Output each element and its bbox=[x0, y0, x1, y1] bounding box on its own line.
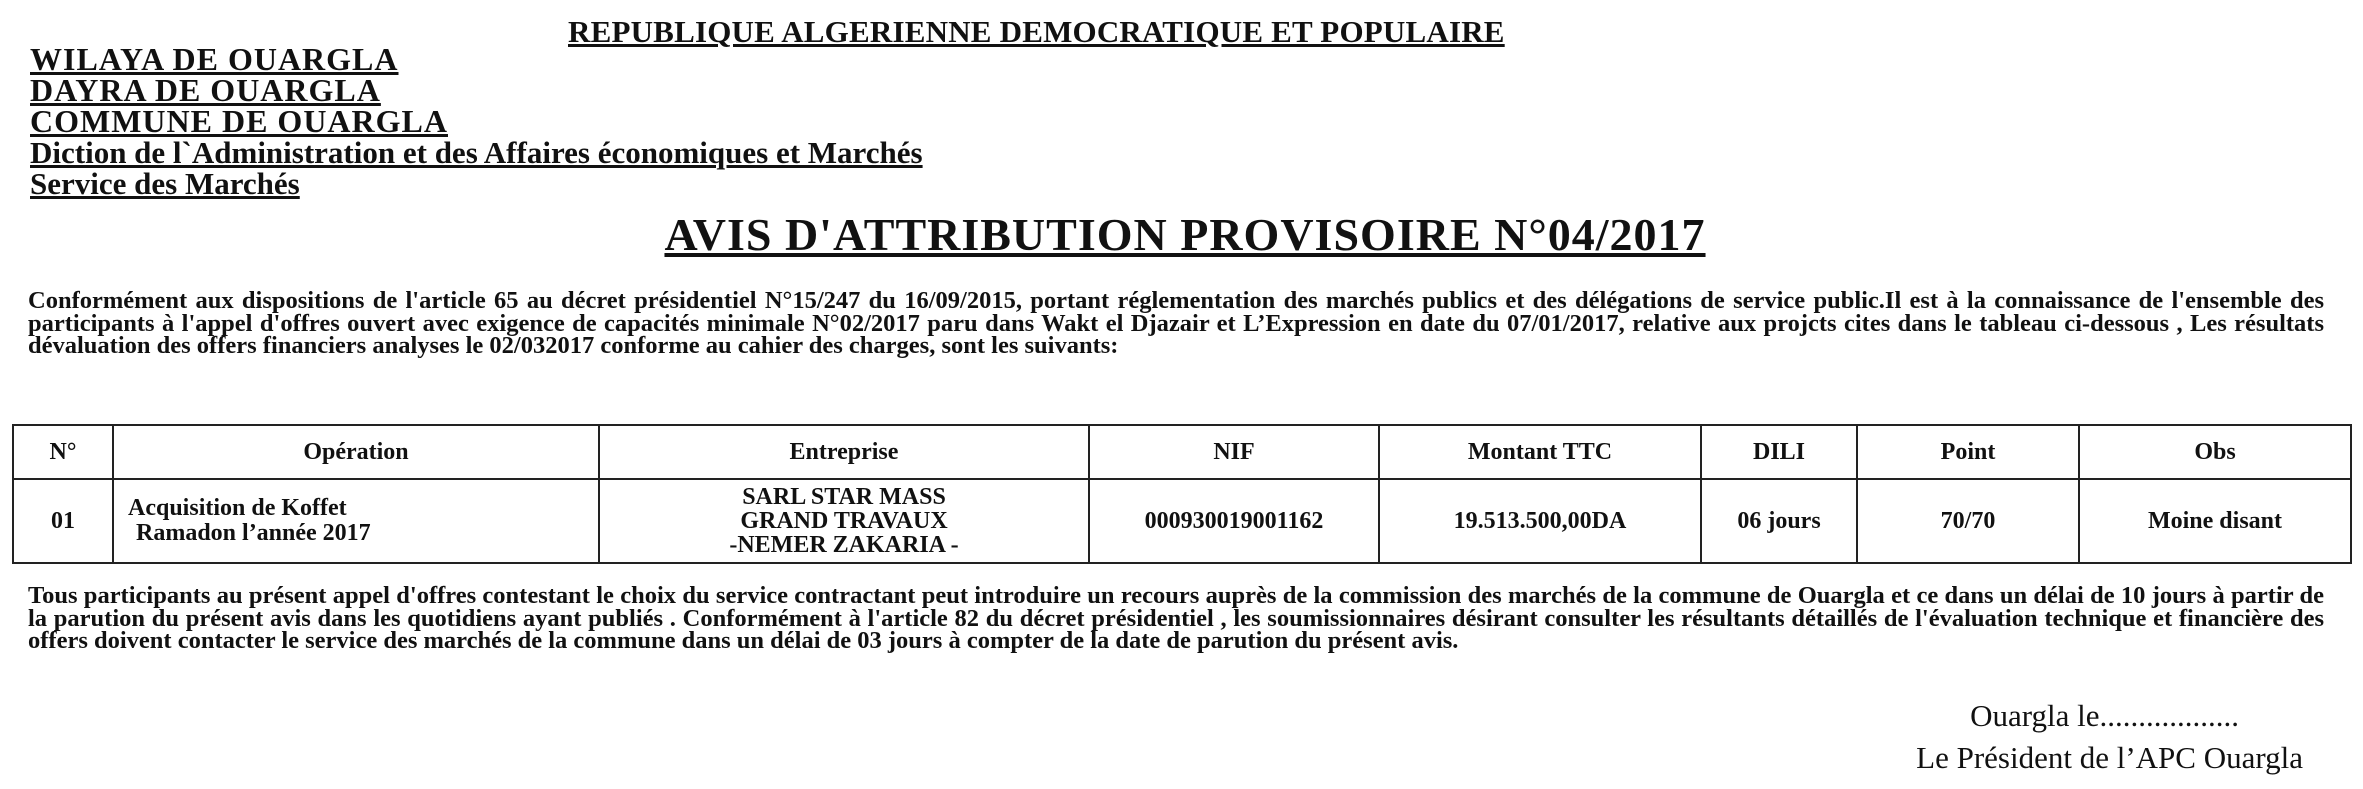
header-num: N° bbox=[13, 425, 113, 479]
cell-point: 70/70 bbox=[1857, 479, 2079, 563]
cell-operation bbox=[113, 479, 599, 563]
header-dili: DILI bbox=[1701, 425, 1857, 479]
operation-line: Acquisition de Koffet bbox=[128, 495, 347, 521]
header-nif: NIF bbox=[1089, 425, 1379, 479]
entreprise-line: GRAND TRAVAUX bbox=[740, 508, 948, 534]
dayra-line: DAYRA DE OUARGLA bbox=[30, 72, 381, 108]
cell-dili: 06 jours bbox=[1701, 479, 1857, 563]
cell-num: 01 bbox=[13, 479, 113, 563]
header-point: Point bbox=[1857, 425, 2079, 479]
cell-entreprise bbox=[599, 479, 1089, 563]
closing-paragraph: Tous participants au présent appel d'offres contestant le choix du service contractant peut introduire un recours auprès de la commission des marchés de la commune de Ouargla et ce dans un délai de 10 jours à partir de la parution du présent avis dans les quotidiens ayant publiés . Conformément à l'article 82 du décret présidentiel , les soumissionnaires désirant consulter les résultants détaillés de l'évaluation technique et financière des offers doivent contacter le service des marchés de la commune dans un délai de 03 jours à compter de la date de parution du présent avis. bbox=[28, 582, 2324, 654]
cell-obs: Moine disant bbox=[2079, 479, 2351, 563]
republic-header: REPUBLIQUE ALGERIENNE DEMOCRATIQUE ET POPULAIRE bbox=[568, 14, 1505, 49]
cell-montant: 19.513.500,00DA bbox=[1379, 479, 1701, 563]
operation-line: Ramadon l’année 2017 bbox=[136, 520, 371, 546]
entreprise-line: -NEMER ZAKARIA - bbox=[729, 532, 959, 558]
signature-block bbox=[1916, 695, 2303, 779]
cell-nif: 000930019001162 bbox=[1089, 479, 1379, 563]
header-montant: Montant TTC bbox=[1379, 425, 1701, 479]
intro-paragraph: Conformément aux dispositions de l'article 65 au décret présidentiel N°15/247 du 16/09/2015, portant réglementation des marchés publics et des délégations de service public.Il est à la connaissance de l'ensemble des participants à l'appel d'offres ouvert avec exigence de capacités minimale N°02/2017 paru dans Wakt el Djazair et L’Expression en date du 07/01/2017, relative aux projcts cites dans le tableau ci-dessous , Les résultats dévaluation des offers financiers analyses le 02/032017 conforme au cahier des charges, sont les suivants: bbox=[28, 287, 2324, 359]
signatory: Le Président de l’APC Ouargla bbox=[1916, 740, 2303, 775]
header-operation: Opération bbox=[113, 425, 599, 479]
header-entreprise: Entreprise bbox=[599, 425, 1089, 479]
direction-line: Diction de l`Administration et des Affaires économiques et Marchés bbox=[30, 135, 923, 170]
entreprise-line: SARL STAR MASS bbox=[742, 484, 946, 510]
administration-block bbox=[30, 41, 923, 201]
place-date: Ouargla le.................. bbox=[1970, 698, 2239, 733]
table-header-row bbox=[13, 425, 2351, 479]
commune-line: COMMUNE DE OUARGLA bbox=[30, 103, 448, 139]
results-table bbox=[12, 424, 2352, 564]
document-title: AVIS D'ATTRIBUTION PROVISOIRE N°04/2017 bbox=[664, 209, 1706, 260]
service-line: Service des Marchés bbox=[30, 166, 300, 201]
wilaya-line: WILAYA DE OUARGLA bbox=[30, 41, 399, 77]
table-row bbox=[13, 479, 2351, 563]
header-obs: Obs bbox=[2079, 425, 2351, 479]
